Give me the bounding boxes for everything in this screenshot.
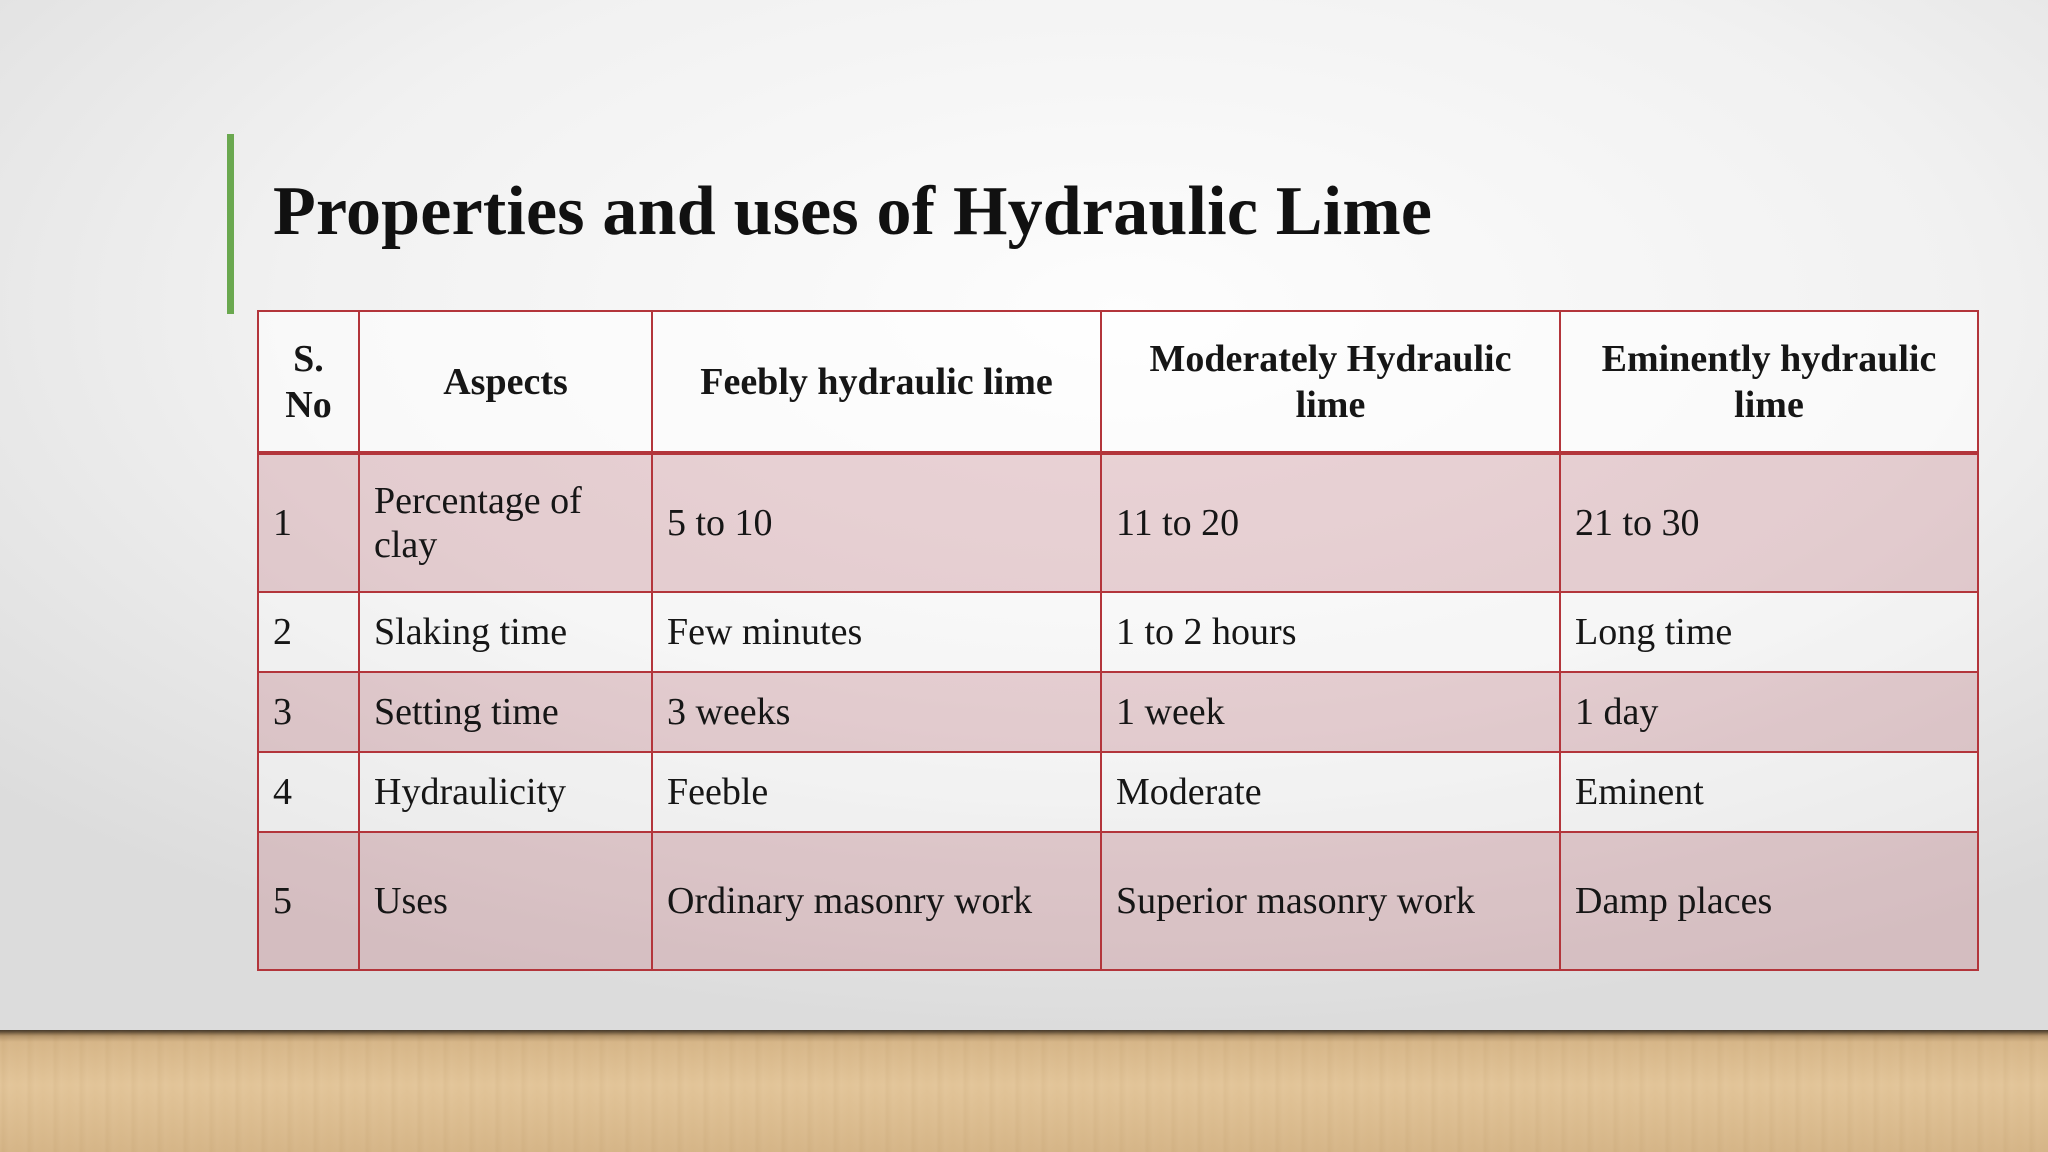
cell-eminently: 1 day [1560,672,1978,752]
cell-aspect: Slaking time [359,592,652,672]
cell-feebly: Few minutes [652,592,1101,672]
header-moderately-hydraulic-lime: Moderately Hydraulic lime [1101,311,1560,453]
cell-feebly: Feeble [652,752,1101,832]
cell-aspect: Percentage of clay [359,453,652,592]
table-row [258,832,1978,970]
cell-moderately: 1 to 2 hours [1101,592,1560,672]
cell-feebly: 5 to 10 [652,453,1101,592]
cell-moderately: Superior masonry work [1101,832,1560,970]
header-sno: S. No [258,311,359,453]
cell-sno: 4 [258,752,359,832]
cell-moderately: 11 to 20 [1101,453,1560,592]
header-feebly-hydraulic-lime: Feebly hydraulic lime [652,311,1101,453]
cell-aspect: Uses [359,832,652,970]
cell-moderately: 1 week [1101,672,1560,752]
cell-eminently: Eminent [1560,752,1978,832]
cell-aspect: Setting time [359,672,652,752]
properties-table [257,310,1979,971]
cell-sno: 5 [258,832,359,970]
cell-eminently: Damp places [1560,832,1978,970]
header-aspects: Aspects [359,311,652,453]
table-row [258,672,1978,752]
cell-moderately: Moderate [1101,752,1560,832]
slide-title: Properties and uses of Hydraulic Lime [273,173,1433,250]
cell-sno: 1 [258,453,359,592]
header-eminently-hydraulic-lime: Eminently hydraulic lime [1560,311,1978,453]
table-row [258,592,1978,672]
cell-feebly: 3 weeks [652,672,1101,752]
cell-aspect: Hydraulicity [359,752,652,832]
cell-sno: 2 [258,592,359,672]
table-row [258,752,1978,832]
table-header-row [258,311,1978,453]
cell-sno: 3 [258,672,359,752]
cell-eminently: 21 to 30 [1560,453,1978,592]
title-accent-bar [227,134,234,314]
wooden-floor-background [0,1030,2048,1152]
table-row [258,453,1978,592]
cell-eminently: Long time [1560,592,1978,672]
cell-feebly: Ordinary masonry work [652,832,1101,970]
